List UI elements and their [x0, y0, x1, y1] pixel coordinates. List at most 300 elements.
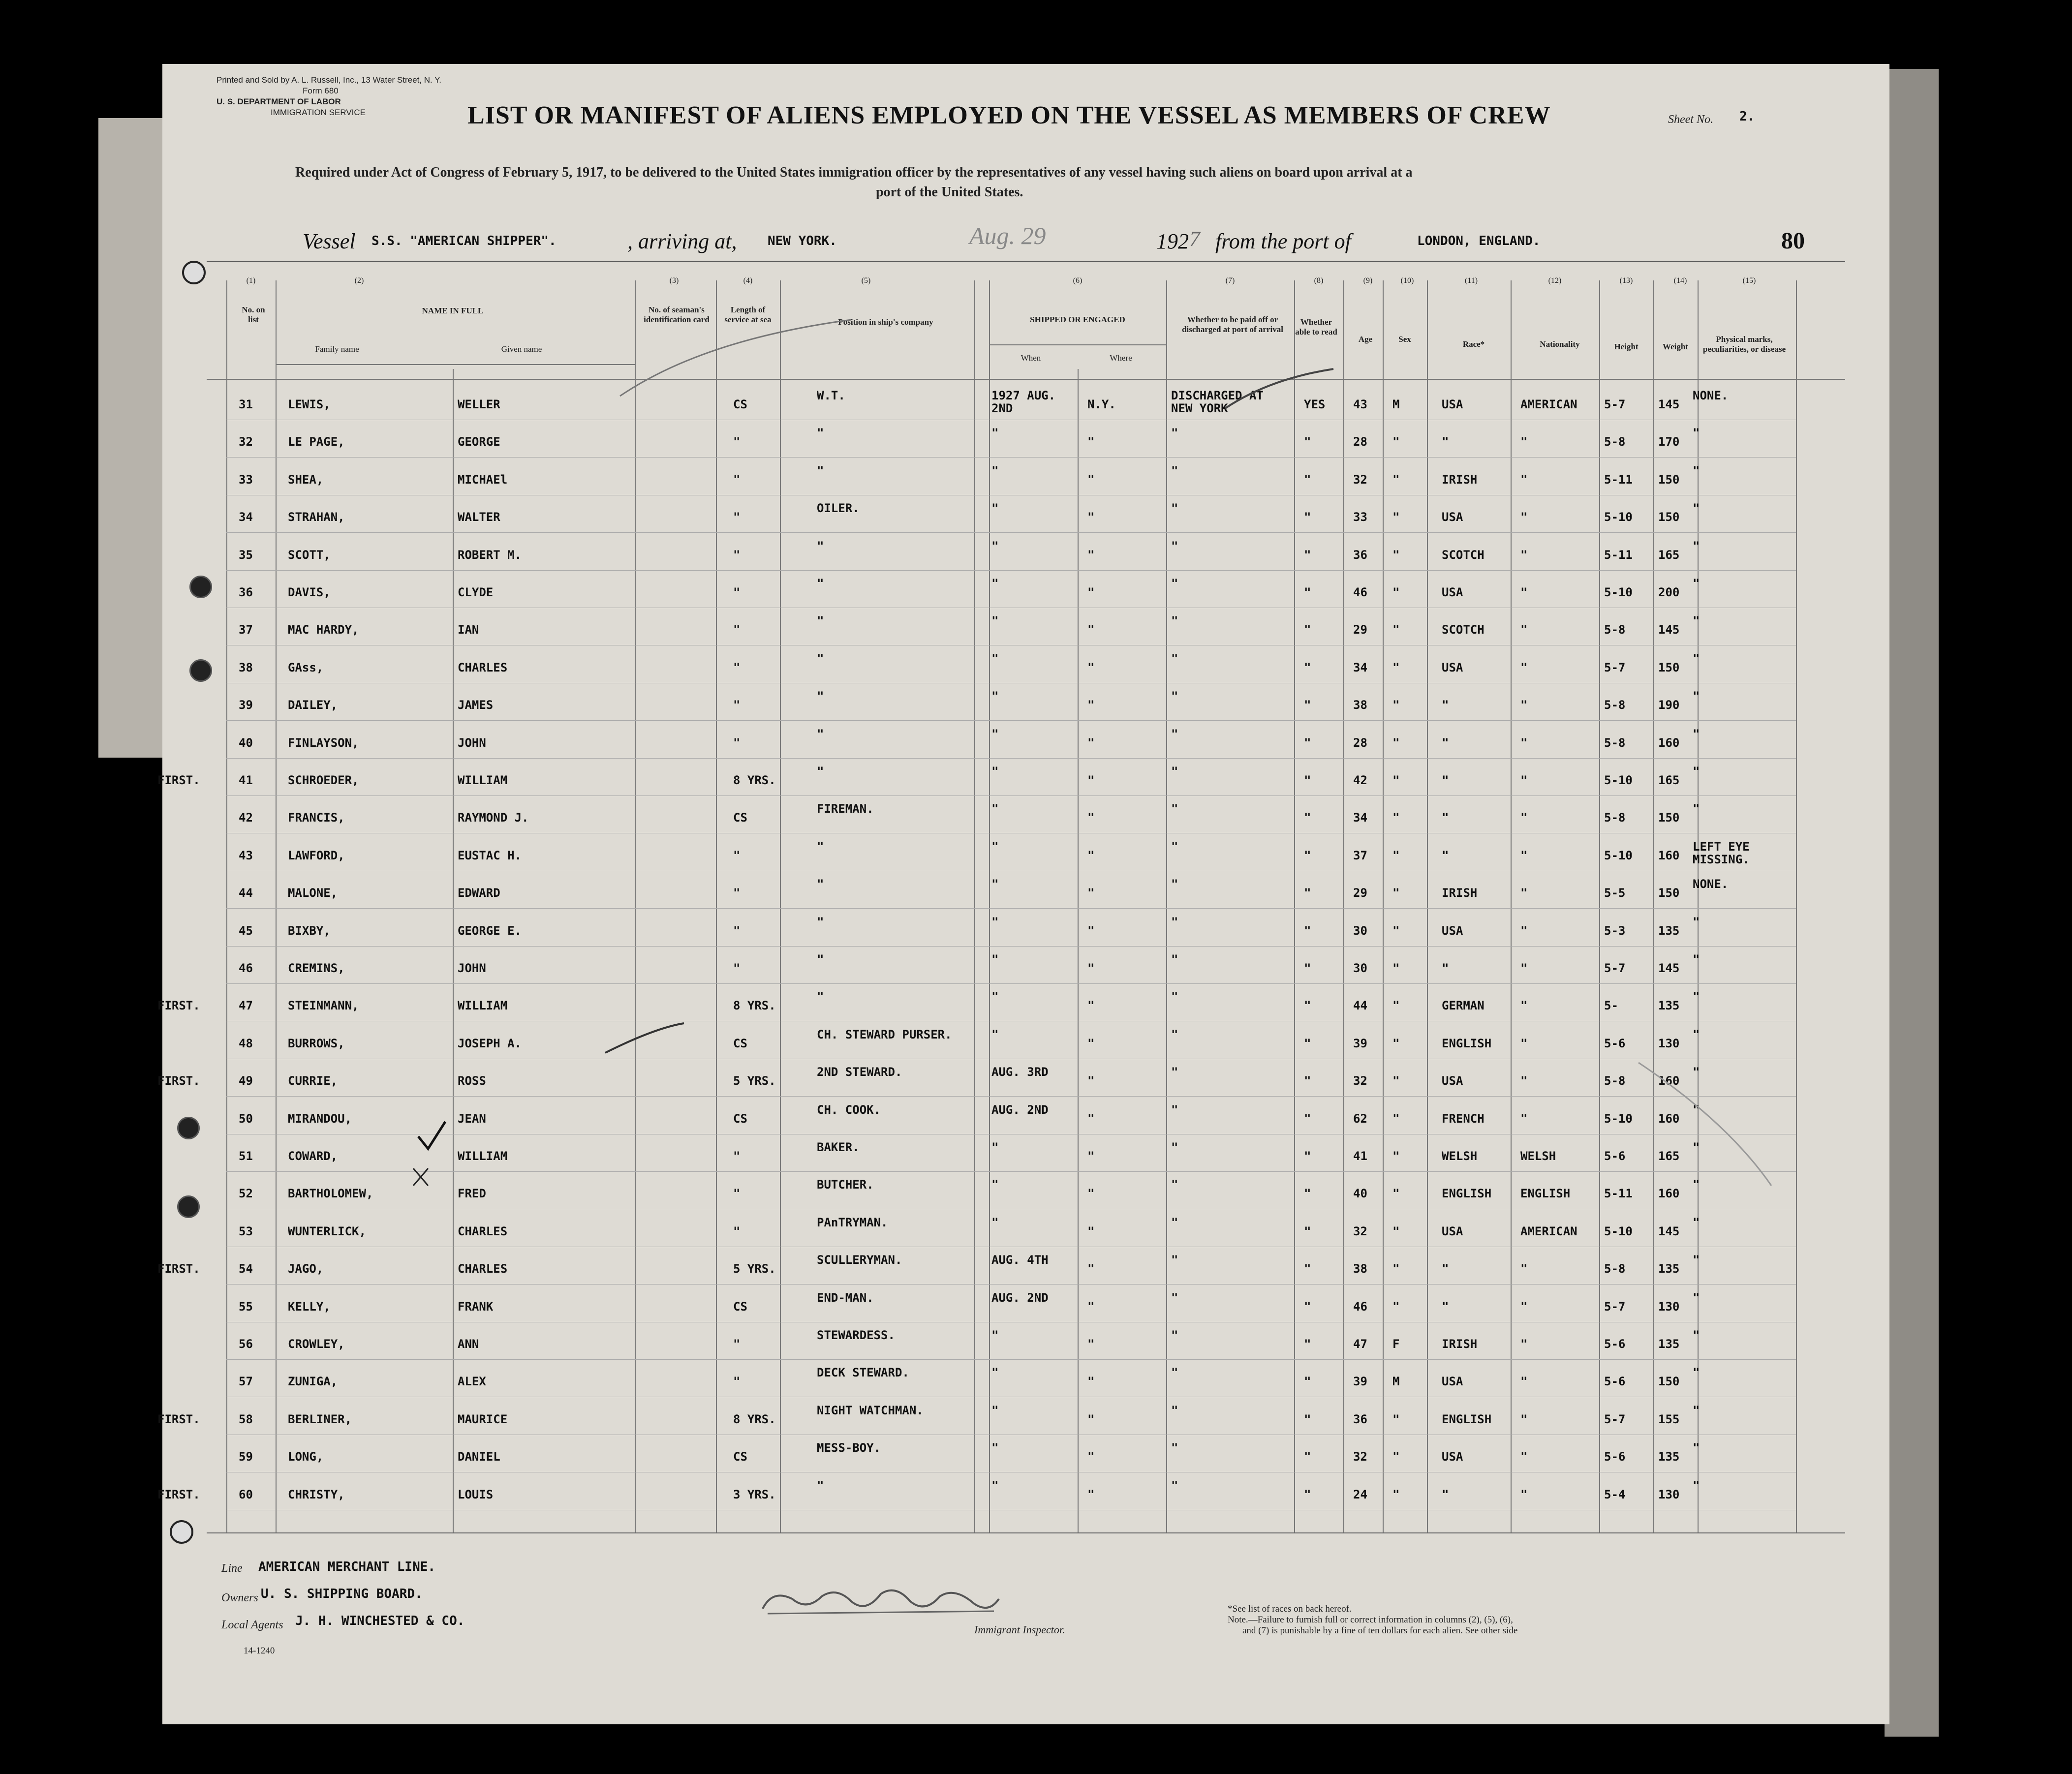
- row-number: 43: [239, 848, 253, 862]
- physical-marks: ": [1693, 651, 1700, 666]
- row-number: 50: [239, 1111, 253, 1126]
- header-length-service: Length of service at sea: [724, 305, 772, 324]
- header-position: Position in ship's company: [838, 317, 933, 327]
- header-sex: Sex: [1398, 335, 1411, 344]
- race: SCOTCH: [1442, 548, 1484, 562]
- given-name: JEAN: [458, 1111, 486, 1126]
- given-name: WILLIAM: [458, 999, 508, 1013]
- length-of-service: ": [733, 1149, 741, 1163]
- race: USA: [1442, 923, 1463, 938]
- race: ": [1442, 1487, 1449, 1501]
- able-to-read: ": [1304, 660, 1311, 674]
- column-number: (13): [1619, 276, 1633, 285]
- subtitle-line-1: Required under Act of Congress of February 5, 1917, to be delivered to the United States immigration officer by the representatives of any vessel having such aliens on board upon arrival at a: [295, 165, 1413, 180]
- shipped-when: ": [991, 577, 999, 590]
- length-of-service: 3 YRS.: [733, 1487, 776, 1501]
- paid-off: ": [1171, 463, 1178, 478]
- sex: ": [1392, 435, 1400, 449]
- paid-off: ": [1171, 990, 1178, 1004]
- length-of-service: CS: [733, 398, 747, 411]
- able-to-read: ": [1304, 1187, 1311, 1201]
- age: 44: [1353, 999, 1367, 1013]
- column-number: (14): [1673, 276, 1687, 285]
- sex: ": [1392, 999, 1400, 1013]
- shipped-where: ": [1087, 1187, 1095, 1201]
- shipped-where: ": [1087, 435, 1095, 449]
- race: ": [1442, 735, 1449, 750]
- row-number: 58: [239, 1412, 253, 1426]
- penalty-note-1: Note.—Failure to furnish full or correct information in columns (2), (5), (6),: [1228, 1615, 1513, 1625]
- binding-hole: [182, 261, 206, 284]
- ship-position: ": [817, 539, 824, 553]
- age: 29: [1353, 623, 1367, 637]
- age: 28: [1353, 435, 1367, 449]
- shipped-where: ": [1087, 510, 1095, 524]
- header-race: Race*: [1462, 339, 1485, 349]
- length-of-service: ": [733, 510, 741, 524]
- given-name: IAN: [458, 623, 479, 637]
- shipped-where: ": [1087, 548, 1095, 562]
- length-of-service: ": [733, 1187, 741, 1201]
- shipped-where: ": [1087, 886, 1095, 900]
- family-name: LEWIS,: [288, 398, 331, 411]
- nationality: ": [1520, 435, 1528, 449]
- header-name-in-full: NAME IN FULL: [422, 306, 484, 315]
- height: 5-8: [1604, 1074, 1626, 1088]
- document-title: LIST OR MANIFEST OF ALIENS EMPLOYED ON THE VESSEL AS MEMBERS OF CREW: [467, 101, 1551, 129]
- nationality: ": [1520, 999, 1528, 1013]
- nationality: AMERICAN: [1520, 1224, 1577, 1238]
- subtitle-line-2: port of the United States.: [876, 184, 1023, 200]
- height: 5-8: [1604, 811, 1626, 825]
- able-to-read: ": [1304, 999, 1311, 1013]
- owners-value: U. S. SHIPPING BOARD.: [261, 1587, 423, 1601]
- given-name: GEORGE: [458, 435, 500, 449]
- race: ": [1442, 848, 1449, 862]
- header-age: Age: [1358, 335, 1373, 344]
- shipped-when: ": [991, 1178, 999, 1192]
- ship-position: ": [817, 765, 824, 778]
- physical-marks: NONE.: [1693, 389, 1729, 402]
- height: 5-6: [1604, 1375, 1626, 1389]
- race: WELSH: [1442, 1149, 1478, 1163]
- weight: 145: [1658, 1224, 1680, 1238]
- pencil-stroke: [620, 320, 851, 396]
- weight: 145: [1658, 398, 1680, 411]
- shipped-where: ": [1087, 1111, 1095, 1126]
- length-of-service: ": [733, 848, 741, 862]
- height: 5-7: [1604, 961, 1626, 975]
- length-of-service: ": [733, 472, 741, 487]
- age: 42: [1353, 773, 1367, 787]
- shipped-where: ": [1087, 961, 1095, 975]
- ship-position: W.T.: [817, 389, 845, 402]
- physical-marks: ": [1693, 990, 1700, 1004]
- paid-off: ": [1171, 501, 1178, 516]
- line-label: Line: [221, 1562, 243, 1575]
- height: 5-11: [1604, 472, 1633, 487]
- column-number: (9): [1363, 276, 1373, 285]
- race: USA: [1442, 1450, 1463, 1464]
- shipped-where: ": [1087, 585, 1095, 599]
- sheet-edge-shadow: [1885, 69, 1939, 1737]
- weight: 135: [1658, 1337, 1680, 1351]
- given-name: MICHAEl: [458, 472, 508, 487]
- age: 30: [1353, 961, 1367, 975]
- age: 38: [1353, 698, 1367, 712]
- column-number: (12): [1548, 276, 1562, 285]
- weight: 135: [1658, 1450, 1680, 1464]
- length-of-service: ": [733, 886, 741, 900]
- nationality: ": [1520, 1412, 1528, 1426]
- shipped-where: ": [1087, 999, 1095, 1013]
- age: 32: [1353, 1224, 1367, 1238]
- height: 5-10: [1604, 773, 1633, 787]
- length-of-service: ": [733, 623, 741, 637]
- height: 5-6: [1604, 1149, 1626, 1163]
- weight: 150: [1658, 660, 1680, 674]
- able-to-read: ": [1304, 1299, 1311, 1314]
- physical-marks: ": [1693, 952, 1700, 966]
- sex: ": [1392, 1036, 1400, 1050]
- owners-label: Owners: [221, 1591, 258, 1604]
- length-of-service: ": [733, 735, 741, 750]
- ship-position: 2ND STEWARD.: [817, 1065, 902, 1079]
- family-name: GAss,: [288, 660, 324, 674]
- height: 5-7: [1604, 660, 1626, 674]
- row-number: 57: [239, 1375, 253, 1389]
- family-name: LONG,: [288, 1450, 324, 1464]
- length-of-service: CS: [733, 1450, 747, 1464]
- physical-marks: ": [1693, 1065, 1700, 1079]
- header-able-to-read: Whether able to read: [1295, 317, 1337, 336]
- ship-position: NIGHT WATCHMAN.: [817, 1403, 924, 1417]
- nationality: ": [1520, 698, 1528, 712]
- family-name: LE PAGE,: [288, 435, 345, 449]
- column-number: (1): [246, 276, 256, 285]
- weight: 160: [1658, 1074, 1680, 1088]
- age: 32: [1353, 1450, 1367, 1464]
- paid-off: ": [1171, 765, 1178, 778]
- family-name: WUNTERLICK,: [288, 1224, 366, 1238]
- height: 5-11: [1604, 1187, 1633, 1201]
- weight: 130: [1658, 1036, 1680, 1050]
- shipped-where: ": [1087, 1487, 1095, 1501]
- nationality: ": [1520, 1337, 1528, 1351]
- paid-off: ": [1171, 915, 1178, 929]
- shipped-when: 1927 AUG. 2ND: [991, 389, 1056, 415]
- weight: 150: [1658, 811, 1680, 825]
- ship-position: ": [817, 839, 824, 854]
- paid-off: ": [1171, 802, 1178, 816]
- row-number: 59: [239, 1450, 253, 1464]
- row-number: 35: [239, 548, 253, 562]
- nationality: ": [1520, 1487, 1528, 1501]
- family-name: CROWLEY,: [288, 1337, 345, 1351]
- x-mark-icon: [413, 1168, 428, 1186]
- length-of-service: ": [733, 1375, 741, 1389]
- local-agents-label: Local Agents: [221, 1619, 283, 1631]
- age: 28: [1353, 735, 1367, 750]
- race: ENGLISH: [1442, 1036, 1492, 1050]
- header-family-name: Family name: [315, 344, 359, 354]
- given-name: DANIEL: [458, 1450, 500, 1464]
- family-name: SHEA,: [288, 472, 324, 487]
- length-of-service: CS: [733, 811, 747, 825]
- height: 5-10: [1604, 510, 1633, 524]
- from-port-label: from the port of: [1215, 229, 1351, 253]
- given-name: JOSEPH A.: [458, 1036, 522, 1050]
- length-of-service: ": [733, 698, 741, 712]
- ship-position: ": [817, 614, 824, 628]
- arriving-label: , arriving at,: [627, 229, 737, 253]
- given-name: WALTER: [458, 510, 500, 524]
- able-to-read: ": [1304, 1412, 1311, 1426]
- able-to-read: ": [1304, 923, 1311, 938]
- physical-marks: ": [1693, 1027, 1700, 1041]
- row-mark: FIRST.: [157, 1487, 200, 1501]
- shipped-when: ": [991, 1328, 999, 1342]
- race: USA: [1442, 1224, 1463, 1238]
- shipped-where: ": [1087, 1262, 1095, 1276]
- able-to-read: ": [1304, 1224, 1311, 1238]
- height: 5-8: [1604, 698, 1626, 712]
- race: USA: [1442, 660, 1463, 674]
- weight: 135: [1658, 1262, 1680, 1276]
- given-name: FRANK: [458, 1299, 494, 1314]
- paid-off: ": [1171, 1178, 1178, 1192]
- vessel-name: S.S. "AMERICAN SHIPPER".: [371, 234, 557, 248]
- sex: ": [1392, 811, 1400, 825]
- age: 39: [1353, 1036, 1367, 1050]
- row-number: 60: [239, 1487, 253, 1501]
- length-of-service: ": [733, 1337, 741, 1351]
- given-name: RAYMOND J.: [458, 811, 529, 825]
- age: 24: [1353, 1487, 1367, 1501]
- age: 46: [1353, 585, 1367, 599]
- shipped-when: AUG. 2ND: [991, 1290, 1049, 1305]
- age: 32: [1353, 472, 1367, 487]
- ship-position: END-MAN.: [817, 1290, 874, 1305]
- ship-position: OILER.: [817, 501, 860, 516]
- weight: 190: [1658, 698, 1680, 712]
- shipped-where: ": [1087, 1149, 1095, 1163]
- header-nationality: Nationality: [1540, 339, 1580, 349]
- row-number: 55: [239, 1299, 253, 1314]
- sex: ": [1392, 886, 1400, 900]
- sex: F: [1392, 1337, 1400, 1351]
- nationality: ": [1520, 886, 1528, 900]
- binding-hole: [177, 1195, 200, 1218]
- nationality: ": [1520, 961, 1528, 975]
- given-name: EUSTAC H.: [458, 848, 522, 862]
- shipped-when: ": [991, 426, 999, 440]
- row-number: 44: [239, 886, 253, 900]
- row-number: 52: [239, 1187, 253, 1201]
- local-agents-value: J. H. WINCHESTED & CO.: [295, 1614, 465, 1628]
- shipped-when: ": [991, 1140, 999, 1154]
- shipped-when: ": [991, 990, 999, 1004]
- shipped-when: ": [991, 689, 999, 703]
- given-name: JOHN: [458, 735, 486, 750]
- form-code: 14-1240: [244, 1646, 275, 1656]
- able-to-read: ": [1304, 510, 1311, 524]
- able-to-read: ": [1304, 698, 1311, 712]
- shipped-where: ": [1087, 698, 1095, 712]
- length-of-service: ": [733, 961, 741, 975]
- family-name: JAGO,: [288, 1262, 324, 1276]
- physical-marks: ": [1693, 1178, 1700, 1192]
- weight: 130: [1658, 1299, 1680, 1314]
- paid-off: ": [1171, 877, 1178, 891]
- nationality: ": [1520, 548, 1528, 562]
- family-name: BIXBY,: [288, 923, 331, 938]
- length-of-service: ": [733, 1224, 741, 1238]
- family-name: MALONE,: [288, 886, 338, 900]
- row-number: 56: [239, 1337, 253, 1351]
- shipped-when: ": [991, 839, 999, 854]
- pencil-marks: [162, 64, 1889, 1724]
- shipped-when: AUG. 2ND: [991, 1102, 1049, 1117]
- physical-marks: ": [1693, 1215, 1700, 1229]
- binding-hole: [189, 576, 212, 598]
- length-of-service: CS: [733, 1111, 747, 1126]
- row-number: 34: [239, 510, 253, 524]
- races-note: *See list of races on back hereof.: [1228, 1604, 1352, 1614]
- able-to-read: ": [1304, 1074, 1311, 1088]
- physical-marks: ": [1693, 915, 1700, 929]
- row-number: 33: [239, 472, 253, 487]
- row-mark: FIRST.: [157, 773, 200, 787]
- weight: 160: [1658, 1111, 1680, 1126]
- header-given-name: Given name: [501, 344, 542, 354]
- age: 62: [1353, 1111, 1367, 1126]
- nationality: ": [1520, 623, 1528, 637]
- able-to-read: ": [1304, 811, 1311, 825]
- given-name: CHARLES: [458, 660, 508, 674]
- column-number: (4): [743, 276, 753, 285]
- given-name: EDWARD: [458, 886, 500, 900]
- physical-marks: ": [1693, 1290, 1700, 1305]
- nationality: ": [1520, 848, 1528, 862]
- sex: ": [1392, 623, 1400, 637]
- sex: ": [1392, 1487, 1400, 1501]
- physical-marks: ": [1693, 1478, 1700, 1493]
- height: 5-7: [1604, 1412, 1626, 1426]
- weight: 150: [1658, 886, 1680, 900]
- nationality: ": [1520, 660, 1528, 674]
- ship-position: CH. STEWARD PURSER.: [817, 1027, 952, 1041]
- shipped-where: ": [1087, 773, 1095, 787]
- able-to-read: ": [1304, 886, 1311, 900]
- race: IRISH: [1442, 886, 1478, 900]
- height: 5-3: [1604, 923, 1626, 938]
- race: ": [1442, 1262, 1449, 1276]
- nationality: ": [1520, 1074, 1528, 1088]
- column-number: (2): [354, 276, 364, 285]
- row-mark: FIRST.: [157, 1262, 200, 1276]
- given-name: ROSS: [458, 1074, 486, 1088]
- able-to-read: ": [1304, 1262, 1311, 1276]
- manifest-sheet: [157, 64, 1889, 1724]
- able-to-read: ": [1304, 848, 1311, 862]
- race: USA: [1442, 1074, 1463, 1088]
- row-number: 40: [239, 735, 253, 750]
- family-name: CHRISTY,: [288, 1487, 345, 1501]
- paid-off: ": [1171, 839, 1178, 854]
- row-number: 38: [239, 660, 253, 674]
- row-number: 53: [239, 1224, 253, 1238]
- shipped-when: ": [991, 727, 999, 741]
- given-name: ANN: [458, 1337, 479, 1351]
- given-name: WILLIAM: [458, 1149, 508, 1163]
- race: SCOTCH: [1442, 623, 1484, 637]
- weight: 145: [1658, 961, 1680, 975]
- paid-off: ": [1171, 1027, 1178, 1041]
- height: 5-7: [1604, 398, 1626, 411]
- sex: ": [1392, 585, 1400, 599]
- penalty-note-2: and (7) is punishable by a fine of ten dollars for each alien. See other side: [1242, 1625, 1518, 1636]
- race: ENGLISH: [1442, 1412, 1492, 1426]
- column-number: (6): [1073, 276, 1082, 285]
- paid-off: ": [1171, 1065, 1178, 1079]
- age: 37: [1353, 848, 1367, 862]
- family-name: FINLAYSON,: [288, 735, 359, 750]
- shipped-where: ": [1087, 623, 1095, 637]
- height: 5-8: [1604, 435, 1626, 449]
- physical-marks: ": [1693, 1328, 1700, 1342]
- physical-marks: LEFT EYE MISSING.: [1693, 839, 1750, 866]
- age: 46: [1353, 1299, 1367, 1314]
- paid-off: ": [1171, 1366, 1178, 1380]
- year-digit-handwritten: 7: [1189, 227, 1200, 251]
- paid-off: ": [1171, 426, 1178, 440]
- weight: 155: [1658, 1412, 1680, 1426]
- sex: ": [1392, 1450, 1400, 1464]
- length-of-service: 5 YRS.: [733, 1262, 776, 1276]
- given-name: CLYDE: [458, 585, 494, 599]
- row-number: 46: [239, 961, 253, 975]
- shipped-where: ": [1087, 1074, 1095, 1088]
- paid-off: ": [1171, 689, 1178, 703]
- pencil-stroke: [605, 1023, 684, 1053]
- ship-position: ": [817, 651, 824, 666]
- shipped-when: AUG. 3RD: [991, 1065, 1049, 1079]
- height: 5-6: [1604, 1337, 1626, 1351]
- ship-position: STEWARDESS.: [817, 1328, 895, 1342]
- sex: ": [1392, 773, 1400, 787]
- ship-position: BUTCHER.: [817, 1178, 874, 1192]
- family-name: CREMINS,: [288, 961, 345, 975]
- weight: 170: [1658, 435, 1680, 449]
- height: 5-6: [1604, 1036, 1626, 1050]
- height: 5-10: [1604, 1111, 1633, 1126]
- family-name: STEINMANN,: [288, 999, 359, 1013]
- line-value: AMERICAN MERCHANT LINE.: [258, 1560, 436, 1574]
- able-to-read: YES: [1304, 398, 1326, 411]
- paid-off: ": [1171, 614, 1178, 628]
- physical-marks: ": [1693, 539, 1700, 553]
- age: 33: [1353, 510, 1367, 524]
- weight: 165: [1658, 773, 1680, 787]
- ship-position: DECK STEWARD.: [817, 1366, 909, 1380]
- height: 5-6: [1604, 1450, 1626, 1464]
- weight: 200: [1658, 585, 1680, 599]
- family-name: BARTHOLOMEW,: [288, 1187, 373, 1201]
- inspector-label: Immigrant Inspector.: [974, 1623, 1065, 1636]
- ship-position: ": [817, 463, 824, 478]
- row-number: 31: [239, 398, 253, 411]
